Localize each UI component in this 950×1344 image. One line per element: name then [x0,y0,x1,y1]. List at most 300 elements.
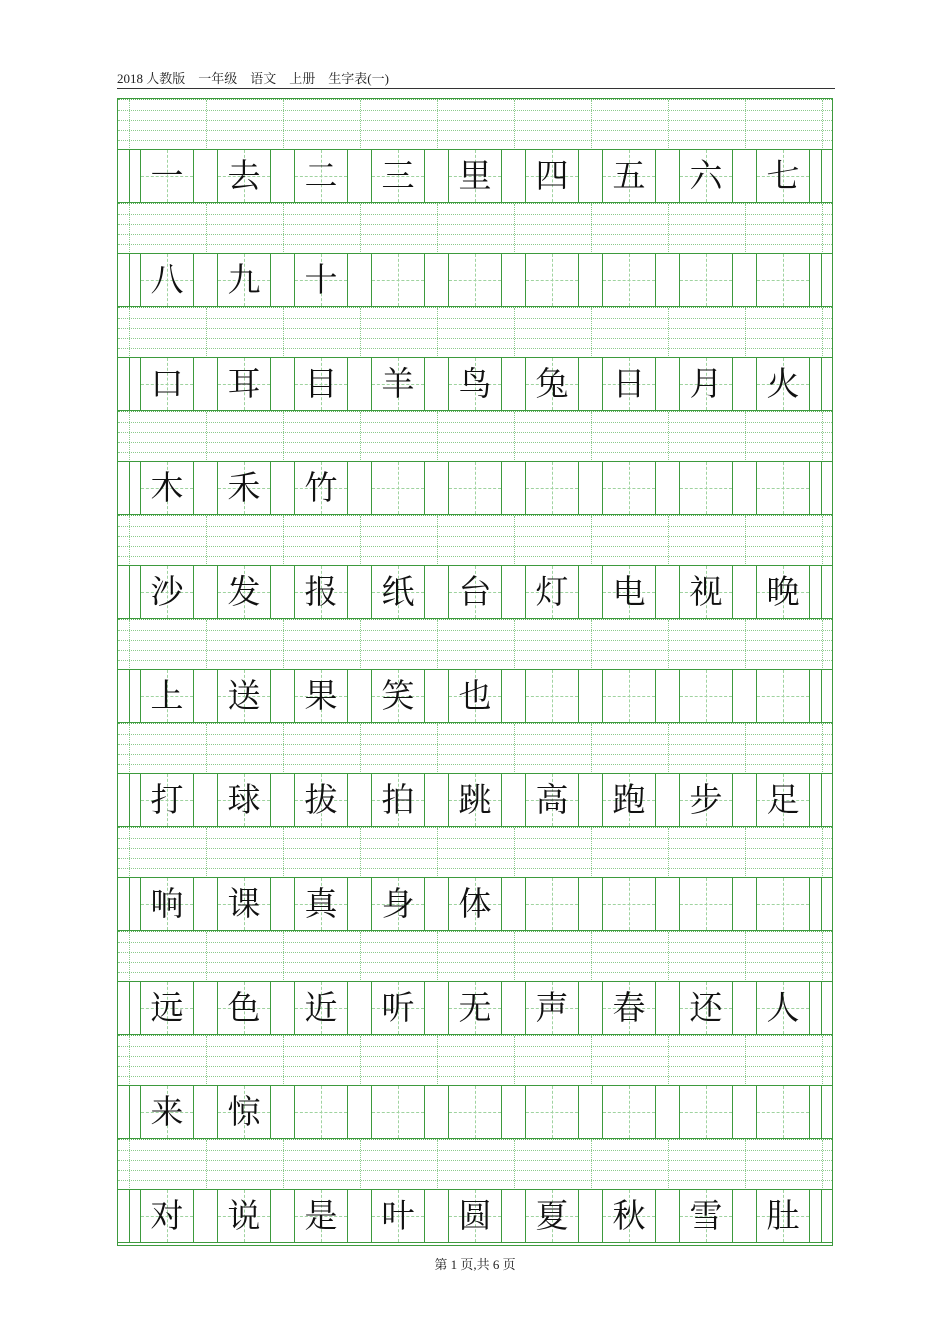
pinyin-guide-divider [514,828,515,878]
hanzi-character: 真 [304,884,338,923]
pinyin-guide-divider [745,100,746,150]
hanzi-character: 拍 [381,780,415,819]
hanzi-character: 声 [535,988,569,1027]
tianzige-cell [448,150,502,202]
row-edge-line [821,1190,822,1242]
tianzige-cell [679,670,733,722]
row-edge-line [821,1086,822,1138]
tianzige-cell [294,774,348,826]
pinyin-guide-divider [206,724,207,774]
tianzige-cell [448,254,502,306]
hanzi-character [680,1086,732,1138]
tianzige-cell [602,670,656,722]
pinyin-guide-line [118,640,832,641]
pinyin-guide-divider [822,204,823,254]
tianzige-cell [448,670,502,722]
tianzige-cell [679,150,733,202]
pinyin-guide-divider [360,308,361,358]
pinyin-guide-divider [514,932,515,982]
hanzi-character [603,670,655,722]
tianzige-cell [217,1190,271,1242]
pinyin-guide-divider [514,412,515,462]
pinyin-guide-line [118,962,832,963]
tianzige-cell [371,982,425,1034]
row-edge-line [129,670,130,722]
tianzige-cell [756,1190,810,1242]
pinyin-guide-divider [283,620,284,670]
hanzi-character: 拔 [304,780,338,819]
pinyin-guide-divider [129,620,130,670]
tianzige-cell [371,462,425,514]
pinyin-guide-divider [206,516,207,566]
tianzige-cell [756,566,810,618]
hanzi-character: 耳 [227,364,261,403]
hanzi-character: 电 [612,572,646,611]
tianzige-cell [679,566,733,618]
tianzige-cell [217,670,271,722]
hanzi-character: 五 [612,156,646,195]
hanzi-character: 步 [689,780,723,819]
tianzige-cell [294,1190,348,1242]
pinyin-guide-divider [591,828,592,878]
hanzi-character: 口 [150,364,184,403]
pinyin-guide-line [118,1056,832,1057]
pinyin-guide-divider [360,620,361,670]
tianzige-cell [217,150,271,202]
hanzi-character [603,878,655,930]
tianzige-cell [294,358,348,410]
pinyin-guide-divider [129,204,130,254]
hanzi-character: 打 [150,780,184,819]
character-row [118,253,832,307]
tianzige-cell [294,1086,348,1138]
tianzige-cell [140,774,194,826]
hanzi-character [757,462,809,514]
pinyin-guide-divider [745,620,746,670]
row-edge-line [821,982,822,1034]
pinyin-guide-divider [745,204,746,254]
tianzige-cell [140,982,194,1034]
pinyin-guide-divider [129,1036,130,1086]
hanzi-character [757,878,809,930]
pinyin-guide-divider [360,204,361,254]
hanzi-character: 四 [535,156,569,195]
pinyin-guide-divider [514,724,515,774]
pinyin-guide-divider [206,412,207,462]
pinyin-guide-line [118,1076,832,1077]
pinyin-guide-divider [591,620,592,670]
character-row [118,877,832,931]
pinyin-guide-divider [283,204,284,254]
hanzi-character: 纸 [381,572,415,611]
pinyin-band [118,411,832,461]
character-row [118,461,832,515]
character-row [118,773,832,827]
hanzi-character: 六 [689,156,723,195]
row-edge-line [821,670,822,722]
pinyin-guide-divider [745,828,746,878]
pinyin-guide-line [118,942,832,943]
pinyin-guide-divider [360,100,361,150]
tianzige-cell [525,254,579,306]
tianzige-cell [679,1190,733,1242]
hanzi-character: 八 [150,260,184,299]
pinyin-guide-line [118,546,832,547]
hanzi-character: 月 [689,364,723,403]
tianzige-cell [371,150,425,202]
hanzi-character: 上 [150,676,184,715]
row-edge-line [129,878,130,930]
hanzi-character: 来 [150,1092,184,1131]
tianzige-cell [448,358,502,410]
row-edge-line [129,150,130,202]
hanzi-character [526,670,578,722]
pinyin-guide-line [118,1170,832,1171]
pinyin-guide-divider [437,1140,438,1190]
hanzi-character: 近 [304,988,338,1027]
character-grid-sheet [117,98,833,1246]
pinyin-guide-line [118,858,832,859]
row-edge-line [129,1086,130,1138]
pinyin-guide-line [118,214,832,215]
pinyin-guide-divider [283,1036,284,1086]
pinyin-guide-divider [591,412,592,462]
pinyin-guide-divider [129,828,130,878]
pinyin-guide-divider [822,516,823,566]
pinyin-guide-line [118,764,832,765]
hanzi-character [449,462,501,514]
hanzi-character: 禾 [227,468,261,507]
pinyin-guide-divider [129,1140,130,1190]
tianzige-cell [294,150,348,202]
tianzige-cell [294,878,348,930]
tianzige-cell [679,878,733,930]
pinyin-guide-divider [129,412,130,462]
tianzige-cell [294,462,348,514]
hanzi-character: 春 [612,988,646,1027]
pinyin-guide-divider [360,724,361,774]
tianzige-cell [371,1190,425,1242]
tianzige-cell [679,254,733,306]
pinyin-band [118,1035,832,1085]
tianzige-cell [371,878,425,930]
hanzi-character: 对 [150,1196,184,1235]
hanzi-character: 发 [227,572,261,611]
tianzige-cell [371,358,425,410]
character-row [118,565,832,619]
tianzige-cell [525,150,579,202]
pinyin-guide-line [118,224,832,225]
tianzige-cell [294,982,348,1034]
page-footer: 第 1 页,共 6 页 [434,1257,516,1272]
pinyin-guide-divider [668,828,669,878]
pinyin-guide-divider [591,724,592,774]
pinyin-guide-line [118,734,832,735]
tianzige-cell [217,462,271,514]
pinyin-guide-divider [129,308,130,358]
tianzige-cell [371,670,425,722]
tianzige-cell [679,462,733,514]
hanzi-character: 报 [304,572,338,611]
pinyin-guide-divider [437,516,438,566]
tianzige-cell [756,670,810,722]
tianzige-cell [756,982,810,1034]
tianzige-cell [371,254,425,306]
hanzi-character: 说 [227,1196,261,1235]
pinyin-guide-divider [283,724,284,774]
pinyin-guide-divider [437,932,438,982]
hanzi-character: 竹 [304,468,338,507]
row-edge-line [129,566,130,618]
pinyin-guide-divider [360,1036,361,1086]
hanzi-character: 高 [535,780,569,819]
pinyin-guide-line [118,318,832,319]
tianzige-cell [525,1086,579,1138]
hanzi-character: 秋 [612,1196,646,1235]
pinyin-guide-line [118,442,832,443]
hanzi-character: 七 [766,156,800,195]
pinyin-guide-divider [437,1036,438,1086]
tianzige-cell [756,150,810,202]
hanzi-character [449,1086,501,1138]
tianzige-cell [448,878,502,930]
pinyin-guide-line [118,848,832,849]
tianzige-cell [525,670,579,722]
hanzi-character [680,462,732,514]
hanzi-character [680,670,732,722]
pinyin-guide-divider [514,1036,515,1086]
pinyin-guide-divider [514,204,515,254]
tianzige-cell [371,1086,425,1138]
pinyin-guide-divider [668,1036,669,1086]
pinyin-guide-divider [745,1036,746,1086]
pinyin-guide-divider [206,204,207,254]
pinyin-guide-divider [206,828,207,878]
pinyin-guide-line [118,972,832,973]
tianzige-cell [679,358,733,410]
pinyin-guide-divider [591,204,592,254]
pinyin-guide-divider [129,100,130,150]
pinyin-guide-divider [745,412,746,462]
tianzige-cell [679,982,733,1034]
tianzige-cell [217,982,271,1034]
pinyin-band [118,931,832,981]
hanzi-character: 无 [458,988,492,1027]
tianzige-cell [217,878,271,930]
hanzi-character: 是 [304,1196,338,1235]
pinyin-guide-line [118,526,832,527]
pinyin-guide-divider [668,100,669,150]
pinyin-guide-divider [822,308,823,358]
tianzige-cell [679,774,733,826]
row-edge-line [129,982,130,1034]
hanzi-character: 羊 [381,364,415,403]
pinyin-guide-divider [591,932,592,982]
tianzige-cell [140,254,194,306]
row-edge-line [821,566,822,618]
pinyin-guide-divider [283,516,284,566]
pinyin-guide-divider [668,932,669,982]
hanzi-character: 雪 [689,1196,723,1235]
pinyin-guide-divider [668,516,669,566]
hanzi-character: 十 [304,260,338,299]
tianzige-cell [602,774,656,826]
hanzi-character: 笑 [381,676,415,715]
pinyin-guide-line [118,744,832,745]
hanzi-character [449,254,501,306]
hanzi-character: 九 [227,260,261,299]
pinyin-guide-divider [360,1140,361,1190]
hanzi-character [526,462,578,514]
pinyin-band [118,307,832,357]
tianzige-cell [217,566,271,618]
hanzi-character: 跳 [458,780,492,819]
header-title: 2018 人教版 一年级 语文 上册 生字表(一) [117,71,389,86]
hanzi-character: 二 [304,156,338,195]
pinyin-guide-line [118,130,832,131]
pinyin-guide-line [118,1180,832,1181]
hanzi-character [526,254,578,306]
hanzi-character: 果 [304,676,338,715]
pinyin-guide-divider [514,1140,515,1190]
character-row [118,357,832,411]
tianzige-cell [756,878,810,930]
hanzi-character: 肚 [766,1196,800,1235]
hanzi-character: 身 [381,884,415,923]
hanzi-character: 足 [766,780,800,819]
tianzige-cell [140,462,194,514]
hanzi-character: 叶 [381,1196,415,1235]
hanzi-character: 也 [458,676,492,715]
hanzi-character: 人 [766,988,800,1027]
pinyin-band [118,203,832,253]
hanzi-character [603,254,655,306]
tianzige-cell [756,358,810,410]
tianzige-cell [140,670,194,722]
hanzi-character [680,878,732,930]
pinyin-guide-divider [437,308,438,358]
pinyin-guide-divider [206,932,207,982]
pinyin-guide-line [118,1150,832,1151]
row-edge-line [129,1190,130,1242]
pinyin-guide-line [118,754,832,755]
hanzi-character: 远 [150,988,184,1027]
pinyin-guide-line [118,234,832,235]
tianzige-cell [371,566,425,618]
pinyin-guide-line [118,868,832,869]
hanzi-character: 体 [458,884,492,923]
hanzi-character: 三 [381,156,415,195]
pinyin-guide-divider [745,932,746,982]
tianzige-cell [602,982,656,1034]
tianzige-cell [294,254,348,306]
pinyin-guide-divider [668,308,669,358]
pinyin-guide-line [118,556,832,557]
hanzi-character: 跑 [612,780,646,819]
pinyin-guide-line [118,110,832,111]
tianzige-cell [217,358,271,410]
pinyin-guide-divider [283,932,284,982]
pinyin-guide-divider [822,724,823,774]
hanzi-character: 送 [227,676,261,715]
pinyin-band [118,827,832,877]
pinyin-guide-divider [360,516,361,566]
pinyin-guide-divider [514,308,515,358]
pinyin-guide-divider [591,100,592,150]
pinyin-guide-line [118,536,832,537]
pinyin-guide-divider [129,724,130,774]
pinyin-guide-line [118,328,832,329]
tianzige-cell [140,1086,194,1138]
tianzige-cell [448,774,502,826]
pinyin-guide-line [118,452,832,453]
tianzige-cell [602,150,656,202]
tianzige-cell [371,774,425,826]
pinyin-guide-divider [437,100,438,150]
pinyin-band [118,723,832,773]
pinyin-guide-divider [206,1140,207,1190]
pinyin-guide-divider [514,100,515,150]
tianzige-cell [525,774,579,826]
pinyin-guide-divider [283,412,284,462]
pinyin-band [118,619,832,669]
row-edge-line [129,774,130,826]
pinyin-guide-line [118,630,832,631]
tianzige-cell [525,462,579,514]
row-edge-line [821,150,822,202]
hanzi-character: 日 [612,364,646,403]
hanzi-character: 兔 [535,364,569,403]
hanzi-character [603,462,655,514]
hanzi-character [526,1086,578,1138]
pinyin-guide-line [118,244,832,245]
pinyin-guide-line [118,838,832,839]
pinyin-guide-divider [206,1036,207,1086]
pinyin-guide-divider [360,828,361,878]
hanzi-character: 色 [227,988,261,1027]
pinyin-guide-divider [591,1036,592,1086]
hanzi-character: 一 [150,156,184,195]
tianzige-cell [448,462,502,514]
pinyin-guide-divider [206,308,207,358]
pinyin-guide-divider [514,620,515,670]
pinyin-guide-divider [745,724,746,774]
tianzige-cell [756,1086,810,1138]
hanzi-character: 还 [689,988,723,1027]
character-row [118,1189,832,1243]
pinyin-guide-divider [822,100,823,150]
hanzi-character: 沙 [150,572,184,611]
row-edge-line [821,462,822,514]
pinyin-guide-divider [206,100,207,150]
character-row [118,981,832,1035]
pinyin-guide-divider [283,308,284,358]
pinyin-guide-divider [591,308,592,358]
pinyin-guide-divider [437,828,438,878]
pinyin-guide-divider [129,516,130,566]
hanzi-character: 火 [766,364,800,403]
hanzi-character: 木 [150,468,184,507]
tianzige-cell [525,358,579,410]
tianzige-cell [602,1086,656,1138]
pinyin-guide-divider [668,724,669,774]
hanzi-character: 去 [227,156,261,195]
hanzi-character: 视 [689,572,723,611]
pinyin-guide-divider [437,620,438,670]
pinyin-guide-line [118,422,832,423]
pinyin-guide-divider [437,412,438,462]
tianzige-cell [602,462,656,514]
